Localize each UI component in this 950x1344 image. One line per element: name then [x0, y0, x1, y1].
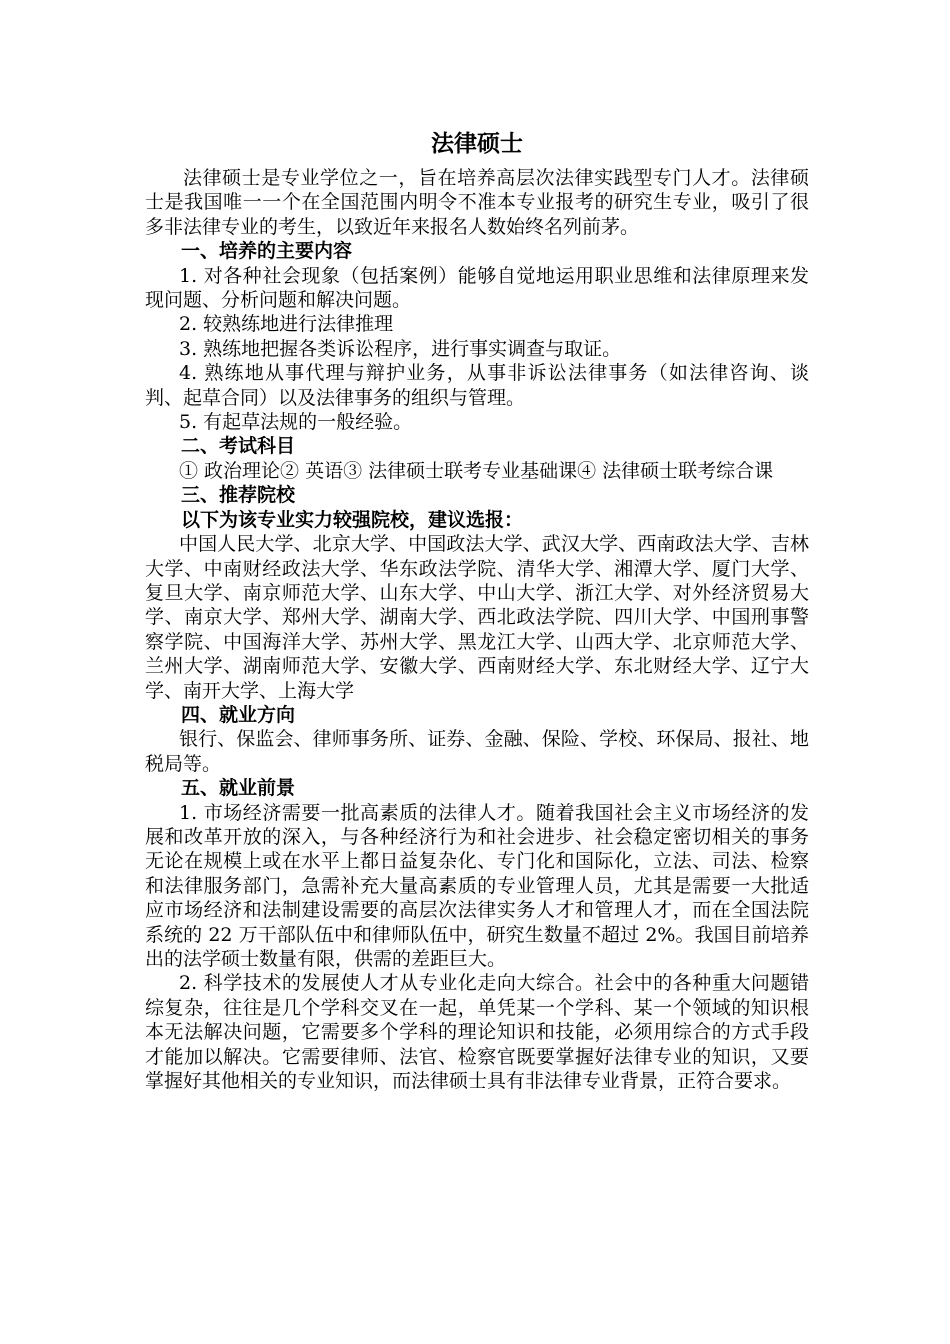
employment-directions: 银行、保监会、律师事务所、证券、金融、保险、学校、环保局、报社、地税局等。 — [145, 728, 809, 775]
section-heading-employment: 四、就业方向 — [181, 703, 296, 726]
training-item-3: 3. 熟练地把握各类诉讼程序，进行事实调查与取证。 — [179, 337, 622, 360]
training-item-4: 4. 熟练地从事代理与辩护业务，从事非诉讼法律事务（如法律咨询、谈判、起草合同）以及法律事务的组织与管理。 — [145, 362, 809, 409]
section-heading-training: 一、培养的主要内容 — [181, 240, 353, 263]
section-heading-exam: 二、考试科目 — [181, 435, 296, 458]
prospects-paragraph-1: 1. 市场经济需要一批高素质的法律人才。随着我国社会主义市场经济的发展和改革开放的深入，与各种经济行为和社会进步、社会稳定密切相关的事务无论在规模上或在水平上都日益复杂化、专门化和国际化，立法、司法、检察和法律服务部门，急需补充大量高素质的专业管理人员，尤其是需要一大批适应市场经济和法制建设需要的高层次法律实务人才和管理人才，而在全国法院系统的 22 万干部队伍中和律师队伍中，研究生数量不超过 2%。我国目前培养出的法学硕士数量有限，供需的差距巨大。 — [145, 801, 809, 970]
document-page — [145, 128, 809, 1093]
section-heading-prospects: 五、就业前景 — [181, 777, 296, 800]
training-item-1: 1. 对各种社会现象（包括案例）能够自觉地运用职业思维和法律原理来发现问题、分析问题和解决问题。 — [145, 264, 809, 312]
training-item-5: 5. 有起草法规的一般经验。 — [179, 411, 413, 434]
exam-subjects: ① 政治理论② 英语③ 法律硕士联考专业基础课④ 法律硕士联考综合课 — [179, 459, 774, 482]
training-item-2: 2. 较熟练地进行法律推理 — [179, 313, 394, 336]
intro-paragraph: 法律硕士是专业学位之一，旨在培养高层次法律实践型专门人才。法律硕士是我国唯一一个在全国范围内明令不准本专业报考的研究生专业，吸引了很多非法律专业的考生，以致近年来报名人数始终名列前茅。 — [145, 167, 809, 238]
schools-list: 中国人民大学、北京大学、中国政法大学、武汉大学、西南政法大学、吉林大学、中南财经政法大学、华东政法学院、清华大学、湘潭大学、厦门大学、复旦大学、南京师范大学、山东大学、中山大学、浙江大学、对外经济贸易大学、南京大学、郑州大学、湖南大学、西北政法学院、四川大学、中国刑事警察学院、中国海洋大学、苏州大学、黑龙江大学、山西大学、北京师范大学、兰州大学、湖南师范大学、安徽大学、西南财经大学、东北财经大学、辽宁大学、南开大学、上海大学 — [145, 533, 809, 702]
prospects-paragraph-2: 2. 科学技术的发展使人才从专业化走向大综合。社会中的各种重大问题错综复杂，往往是几个学科交叉在一起，单凭某一个学科、某一个领域的知识根本无法解决问题，它需要多个学科的理论知识和技能，必须用综合的方式手段才能加以解决。它需要律师、法官、检察官既要掌握好法律专业的知识，又要掌握好其他相关的专业知识，而法律硕士具有非法律专业背景，正符合要求。 — [145, 972, 809, 1093]
page-title: 法律硕士 — [431, 130, 523, 157]
schools-note: 以下为该专业实力较强院校，建议选报： — [181, 508, 524, 531]
section-heading-schools: 三、推荐院校 — [181, 484, 296, 507]
